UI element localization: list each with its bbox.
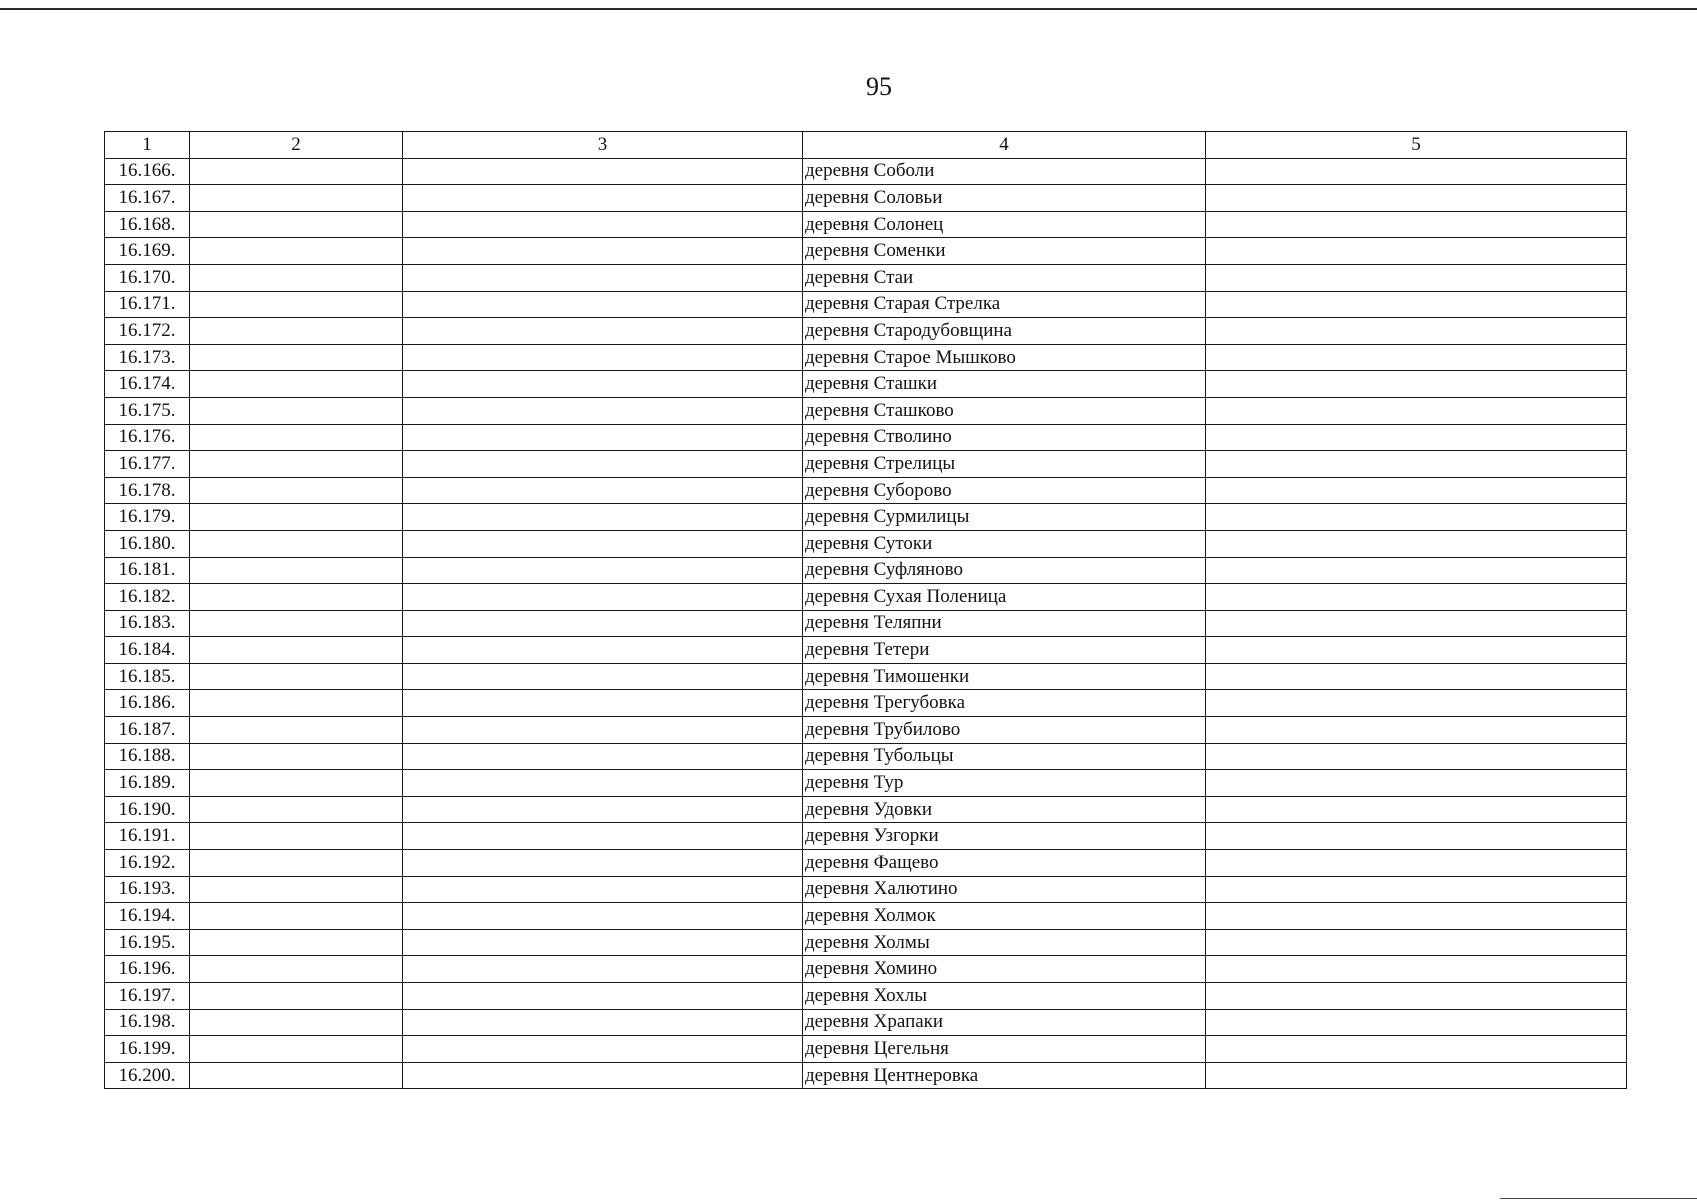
settlement-name-cell: деревня Суборово	[803, 477, 1206, 504]
column-2-cell	[190, 876, 403, 903]
column-3-cell	[403, 610, 803, 637]
column-3-cell	[403, 983, 803, 1010]
row-number-cell: 16.183.	[105, 610, 190, 637]
column-header-2: 2	[190, 132, 403, 159]
settlement-name-cell: деревня Трегубовка	[803, 690, 1206, 717]
row-number-cell: 16.182.	[105, 584, 190, 611]
column-5-cell	[1206, 1036, 1627, 1063]
row-number-cell: 16.169.	[105, 238, 190, 265]
column-3-cell	[403, 796, 803, 823]
table-row	[105, 238, 1627, 265]
column-2-cell	[190, 584, 403, 611]
settlement-name-cell: деревня Старая Стрелка	[803, 291, 1206, 318]
column-2-cell	[190, 1009, 403, 1036]
settlement-name-cell: деревня Солонец	[803, 211, 1206, 238]
settlement-name-cell: деревня Тур	[803, 770, 1206, 797]
column-3-cell	[403, 238, 803, 265]
column-3-cell	[403, 717, 803, 744]
top-scan-rule	[0, 8, 1697, 10]
row-number-cell: 16.167.	[105, 185, 190, 212]
settlement-name-cell: деревня Халютино	[803, 876, 1206, 903]
row-number-cell: 16.193.	[105, 876, 190, 903]
column-2-cell	[190, 956, 403, 983]
row-number-cell: 16.194.	[105, 903, 190, 930]
column-5-cell	[1206, 637, 1627, 664]
table-row	[105, 371, 1627, 398]
column-5-cell	[1206, 850, 1627, 877]
row-number-cell: 16.186.	[105, 690, 190, 717]
settlement-name-cell: деревня Узгорки	[803, 823, 1206, 850]
column-5-cell	[1206, 318, 1627, 345]
column-2-cell	[190, 983, 403, 1010]
table-header	[105, 132, 1627, 159]
row-number-cell: 16.173.	[105, 344, 190, 371]
row-number-cell: 16.177.	[105, 451, 190, 478]
column-3-cell	[403, 477, 803, 504]
column-3-cell	[403, 743, 803, 770]
row-number-cell: 16.190.	[105, 796, 190, 823]
row-number-cell: 16.166.	[105, 158, 190, 185]
column-5-cell	[1206, 344, 1627, 371]
column-3-cell	[403, 371, 803, 398]
settlement-name-cell: деревня Цегельня	[803, 1036, 1206, 1063]
page-number: 95	[866, 72, 892, 101]
table-row	[105, 264, 1627, 291]
column-3-cell	[403, 504, 803, 531]
column-2-cell	[190, 504, 403, 531]
column-3-cell	[403, 291, 803, 318]
table-row	[105, 1009, 1627, 1036]
settlement-name-cell: деревня Хомино	[803, 956, 1206, 983]
table-row	[105, 796, 1627, 823]
table-row	[105, 876, 1627, 903]
column-2-cell	[190, 318, 403, 345]
row-number-cell: 16.191.	[105, 823, 190, 850]
table-row	[105, 424, 1627, 451]
settlement-name-cell: деревня Холмок	[803, 903, 1206, 930]
column-2-cell	[190, 238, 403, 265]
table-row	[105, 318, 1627, 345]
table-row	[105, 557, 1627, 584]
settlement-name-cell: деревня Холмы	[803, 929, 1206, 956]
column-3-cell	[403, 1062, 803, 1089]
settlement-name-cell: деревня Трубилово	[803, 717, 1206, 744]
settlement-name-cell: деревня Соменки	[803, 238, 1206, 265]
table-row	[105, 929, 1627, 956]
column-2-cell	[190, 717, 403, 744]
column-2-cell	[190, 663, 403, 690]
column-5-cell	[1206, 770, 1627, 797]
table-row	[105, 690, 1627, 717]
column-3-cell	[403, 770, 803, 797]
column-5-cell	[1206, 371, 1627, 398]
table-row	[105, 850, 1627, 877]
column-2-cell	[190, 1036, 403, 1063]
column-2-cell	[190, 158, 403, 185]
row-number-cell: 16.195.	[105, 929, 190, 956]
column-3-cell	[403, 451, 803, 478]
table-row	[105, 717, 1627, 744]
column-3-cell	[403, 397, 803, 424]
column-3-cell	[403, 1009, 803, 1036]
column-3-cell	[403, 663, 803, 690]
column-3-cell	[403, 530, 803, 557]
column-5-cell	[1206, 876, 1627, 903]
row-number-cell: 16.192.	[105, 850, 190, 877]
row-number-cell: 16.199.	[105, 1036, 190, 1063]
table-row	[105, 610, 1627, 637]
column-2-cell	[190, 903, 403, 930]
column-3-cell	[403, 929, 803, 956]
row-number-cell: 16.196.	[105, 956, 190, 983]
settlement-name-cell: деревня Тимошенки	[803, 663, 1206, 690]
settlement-name-cell: деревня Соболи	[803, 158, 1206, 185]
table-row	[105, 185, 1627, 212]
column-5-cell	[1206, 983, 1627, 1010]
column-2-cell	[190, 770, 403, 797]
column-header-1: 1	[105, 132, 190, 159]
settlement-name-cell: деревня Сташки	[803, 371, 1206, 398]
column-5-cell	[1206, 823, 1627, 850]
column-5-cell	[1206, 717, 1627, 744]
column-3-cell	[403, 1036, 803, 1063]
row-number-cell: 16.181.	[105, 557, 190, 584]
column-2-cell	[190, 371, 403, 398]
settlement-name-cell: деревня Центнеровка	[803, 1062, 1206, 1089]
settlement-name-cell: деревня Фащево	[803, 850, 1206, 877]
row-number-cell: 16.187.	[105, 717, 190, 744]
column-5-cell	[1206, 743, 1627, 770]
row-number-cell: 16.197.	[105, 983, 190, 1010]
column-3-cell	[403, 584, 803, 611]
row-number-cell: 16.170.	[105, 264, 190, 291]
column-header-5: 5	[1206, 132, 1627, 159]
column-2-cell	[190, 477, 403, 504]
column-2-cell	[190, 530, 403, 557]
column-3-cell	[403, 344, 803, 371]
column-2-cell	[190, 397, 403, 424]
table-row	[105, 823, 1627, 850]
column-2-cell	[190, 344, 403, 371]
column-5-cell	[1206, 397, 1627, 424]
column-2-cell	[190, 796, 403, 823]
column-5-cell	[1206, 929, 1627, 956]
column-3-cell	[403, 823, 803, 850]
bottom-scan-rule	[1500, 1198, 1697, 1199]
column-2-cell	[190, 743, 403, 770]
column-2-cell	[190, 424, 403, 451]
column-5-cell	[1206, 1062, 1627, 1089]
column-5-cell	[1206, 610, 1627, 637]
table-row	[105, 344, 1627, 371]
column-5-cell	[1206, 238, 1627, 265]
settlement-name-cell: деревня Тубольцы	[803, 743, 1206, 770]
column-5-cell	[1206, 158, 1627, 185]
settlement-name-cell: деревня Стаи	[803, 264, 1206, 291]
column-5-cell	[1206, 185, 1627, 212]
column-2-cell	[190, 637, 403, 664]
column-5-cell	[1206, 504, 1627, 531]
column-5-cell	[1206, 557, 1627, 584]
column-5-cell	[1206, 211, 1627, 238]
column-3-cell	[403, 876, 803, 903]
table-row	[105, 637, 1627, 664]
column-2-cell	[190, 557, 403, 584]
table-row	[105, 504, 1627, 531]
table-row	[105, 451, 1627, 478]
settlement-name-cell: деревня Стрелицы	[803, 451, 1206, 478]
column-3-cell	[403, 185, 803, 212]
row-number-cell: 16.172.	[105, 318, 190, 345]
settlement-name-cell: деревня Старое Мышково	[803, 344, 1206, 371]
table-row	[105, 211, 1627, 238]
column-3-cell	[403, 637, 803, 664]
column-5-cell	[1206, 264, 1627, 291]
column-2-cell	[190, 690, 403, 717]
table-row	[105, 291, 1627, 318]
settlement-name-cell: деревня Тетери	[803, 637, 1206, 664]
settlement-name-cell: деревня Сташково	[803, 397, 1206, 424]
row-number-cell: 16.200.	[105, 1062, 190, 1089]
settlement-name-cell: деревня Сутоки	[803, 530, 1206, 557]
column-2-cell	[190, 211, 403, 238]
column-3-cell	[403, 903, 803, 930]
column-3-cell	[403, 158, 803, 185]
column-3-cell	[403, 557, 803, 584]
settlement-name-cell: деревня Стародубовщина	[803, 318, 1206, 345]
table-row	[105, 983, 1627, 1010]
row-number-cell: 16.175.	[105, 397, 190, 424]
row-number-cell: 16.171.	[105, 291, 190, 318]
settlement-name-cell: деревня Храпаки	[803, 1009, 1206, 1036]
column-5-cell	[1206, 903, 1627, 930]
settlement-name-cell: деревня Хохлы	[803, 983, 1206, 1010]
settlement-name-cell: деревня Сухая Поленица	[803, 584, 1206, 611]
column-5-cell	[1206, 584, 1627, 611]
column-5-cell	[1206, 690, 1627, 717]
column-5-cell	[1206, 663, 1627, 690]
settlement-name-cell: деревня Теляпни	[803, 610, 1206, 637]
column-5-cell	[1206, 1009, 1627, 1036]
column-3-cell	[403, 211, 803, 238]
column-3-cell	[403, 424, 803, 451]
row-number-cell: 16.180.	[105, 530, 190, 557]
table-row	[105, 158, 1627, 185]
table-row	[105, 663, 1627, 690]
table-row	[105, 397, 1627, 424]
column-3-cell	[403, 318, 803, 345]
table-row	[105, 530, 1627, 557]
column-5-cell	[1206, 451, 1627, 478]
column-3-cell	[403, 956, 803, 983]
settlement-name-cell: деревня Удовки	[803, 796, 1206, 823]
table-row	[105, 1062, 1627, 1089]
settlement-name-cell: деревня Стволино	[803, 424, 1206, 451]
settlement-name-cell: деревня Суфляново	[803, 557, 1206, 584]
column-5-cell	[1206, 796, 1627, 823]
table-row	[105, 770, 1627, 797]
column-2-cell	[190, 291, 403, 318]
column-5-cell	[1206, 477, 1627, 504]
row-number-cell: 16.178.	[105, 477, 190, 504]
settlement-name-cell: деревня Соловьи	[803, 185, 1206, 212]
row-number-cell: 16.188.	[105, 743, 190, 770]
table-row	[105, 477, 1627, 504]
column-3-cell	[403, 690, 803, 717]
column-2-cell	[190, 1062, 403, 1089]
column-2-cell	[190, 264, 403, 291]
row-number-cell: 16.176.	[105, 424, 190, 451]
column-header-3: 3	[403, 132, 803, 159]
row-number-cell: 16.174.	[105, 371, 190, 398]
column-5-cell	[1206, 424, 1627, 451]
table-body	[105, 158, 1627, 1089]
column-5-cell	[1206, 291, 1627, 318]
column-2-cell	[190, 929, 403, 956]
column-5-cell	[1206, 530, 1627, 557]
column-3-cell	[403, 264, 803, 291]
column-5-cell	[1206, 956, 1627, 983]
row-number-cell: 16.189.	[105, 770, 190, 797]
column-2-cell	[190, 823, 403, 850]
header-row	[105, 132, 1627, 159]
column-2-cell	[190, 185, 403, 212]
settlement-name-cell: деревня Сурмилицы	[803, 504, 1206, 531]
row-number-cell: 16.198.	[105, 1009, 190, 1036]
settlement-table	[104, 131, 1627, 1089]
column-2-cell	[190, 610, 403, 637]
row-number-cell: 16.179.	[105, 504, 190, 531]
table-row	[105, 743, 1627, 770]
table-row	[105, 903, 1627, 930]
column-2-cell	[190, 850, 403, 877]
table-row	[105, 1036, 1627, 1063]
table-row	[105, 584, 1627, 611]
column-2-cell	[190, 451, 403, 478]
row-number-cell: 16.168.	[105, 211, 190, 238]
table-row	[105, 956, 1627, 983]
row-number-cell: 16.185.	[105, 663, 190, 690]
row-number-cell: 16.184.	[105, 637, 190, 664]
column-3-cell	[403, 850, 803, 877]
column-header-4: 4	[803, 132, 1206, 159]
